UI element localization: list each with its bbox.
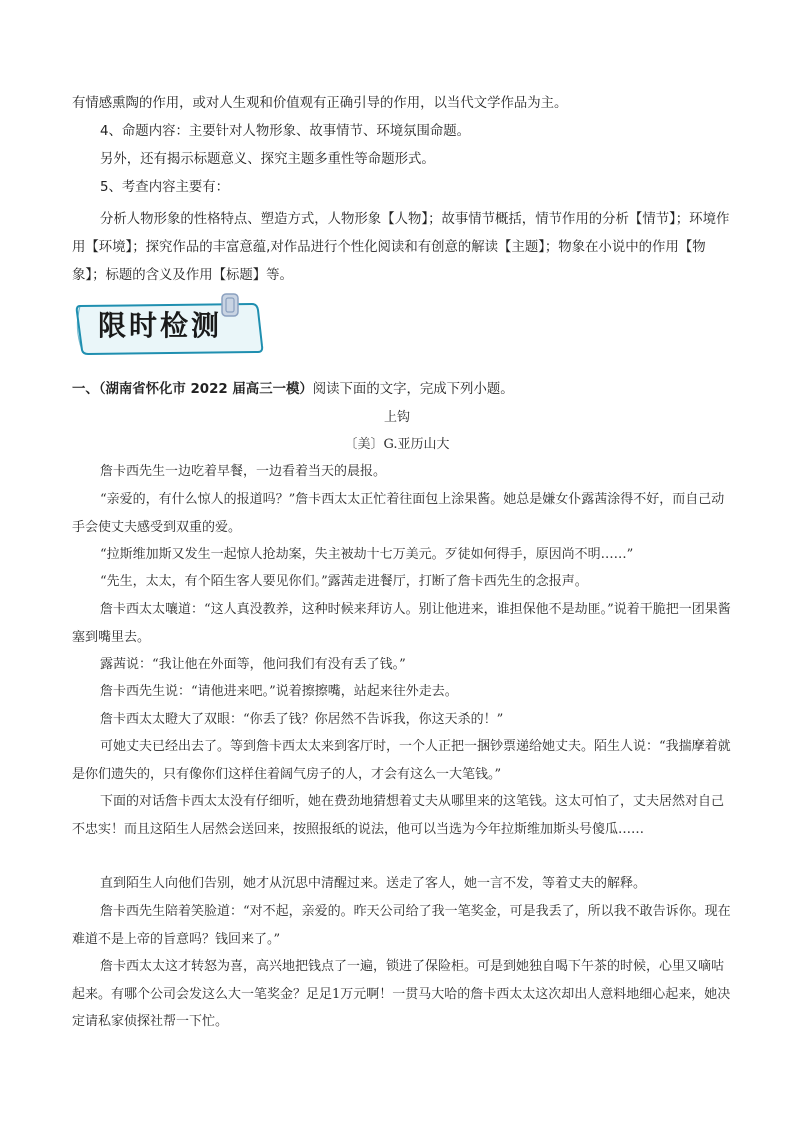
story-paragraph-8: 詹卡西太太瞪大了双眼：“你丢了钱？你居然不告诉我，你这天杀的！” xyxy=(100,712,504,727)
story-paragraph-13: 詹卡西太太这才转怒为喜，高兴地把钱点了一遍，锁进了保险柜。可是到她独自喝下午茶的时候，心里又嘀咕起来。有哪个公司会发这么大一笔奖金？足足1万元啊！一贯马大哈的詹卡西太太这次却出人意料地细心起来，她决定请私家侦探社帮一下忙。 xyxy=(72,959,731,1029)
banner-title: 限时检测 xyxy=(98,309,223,342)
intro-line-5: 分析人物形象的性格特点、塑造方式，人物形象【人物】；故事情节概括，情节作用的分析【情节】；环境作用【环境】；探究作品的丰富意蕴,对作品进行个性化阅读和有创意的解读【主题】；物象在小说中的作用【物象】；标题的含义及作用【标题】等。 xyxy=(72,212,730,283)
story-paragraph-1: 詹卡西先生一边吃着早餐，一边看着当天的晨报。 xyxy=(100,464,387,479)
story-author: 〔美〕G.亚历山大 xyxy=(344,437,450,452)
intro-line-2: 4、命题内容：主要针对人物形象、故事情节、环境氛围命题。 xyxy=(100,124,471,139)
story-paragraph-10: 下面的对话詹卡西太太没有仔细听，她在费劲地猜想着丈夫从哪里来的这笔钱。这太可怕了，丈夫居然对自己不忠实！而且这陌生人居然会送回来，按照报纸的说法，他可以当选为今年拉斯维加斯头号傻瓜…… xyxy=(72,794,725,837)
intro-line-3: 另外，还有揭示标题意义、探究主题多重性等命题形式。 xyxy=(100,152,435,167)
question-number: 一、 xyxy=(72,382,99,397)
story-paragraph-6: 露茜说：“我让他在外面等，他问我们有没有丢了钱。” xyxy=(100,657,406,672)
intro-line-4: 5、考查内容主要有： xyxy=(100,180,230,195)
story-paragraph-9: 可她丈夫已经出去了。等到詹卡西太太来到客厅时，一个人正把一捆钞票递给她丈夫。陌生人说：“我揣摩着就是你们遗失的，只有像你们这样住着阔气房子的人，才会有这么一大笔钱。” xyxy=(72,739,731,782)
story-paragraph-7: 詹卡西先生说：“请他进来吧。”说着擦擦嘴，站起来往外走去。 xyxy=(100,684,458,699)
story-paragraph-5: 詹卡西太太嚷道：“这人真没教养，这种时候来拜访人。别让他进来，谁担保他不是劫匪。”说着干脆把一团果酱塞到嘴里去。 xyxy=(72,602,731,645)
story-title: 上钩 xyxy=(383,410,410,425)
intro-line-1: 有情感熏陶的作用，或对人生观和价值观有正确引导的作用，以当代文学作品为主。 xyxy=(72,96,568,111)
question-heading xyxy=(72,380,514,400)
question-instruction: 阅读下面的文字，完成下列小题。 xyxy=(312,382,514,397)
section-banner xyxy=(72,292,268,358)
story-paragraph-2: “亲爱的，有什么惊人的报道吗？”詹卡西太太正忙着往面包上涂果酱。她总是嫌女仆露茜涂得不好，而自己动手会使丈夫感受到双重的爱。 xyxy=(72,492,725,535)
story-paragraph-3: “拉斯维加斯又发生一起惊人抢劫案，失主被劫十七万美元。歹徒如何得手，原因尚不明……” xyxy=(100,547,634,562)
question-source: （湖南省怀化市 2022 届高三一模） xyxy=(98,382,313,397)
story-paragraph-4: “先生，太太，有个陌生客人要见你们。”露茜走进餐厅，打断了詹卡西先生的念报声。 xyxy=(100,574,588,589)
story-paragraph-12: 詹卡西先生陪着笑脸道：“对不起，亲爱的。昨天公司给了我一笔奖金，可是我丢了，所以我不敢告诉你。现在难道不是上帝的旨意吗？钱回来了。” xyxy=(72,904,731,947)
story-paragraph-11: 直到陌生人向他们告别，她才从沉思中清醒过来。送走了客人，她一言不发，等着丈夫的解释。 xyxy=(100,876,647,891)
